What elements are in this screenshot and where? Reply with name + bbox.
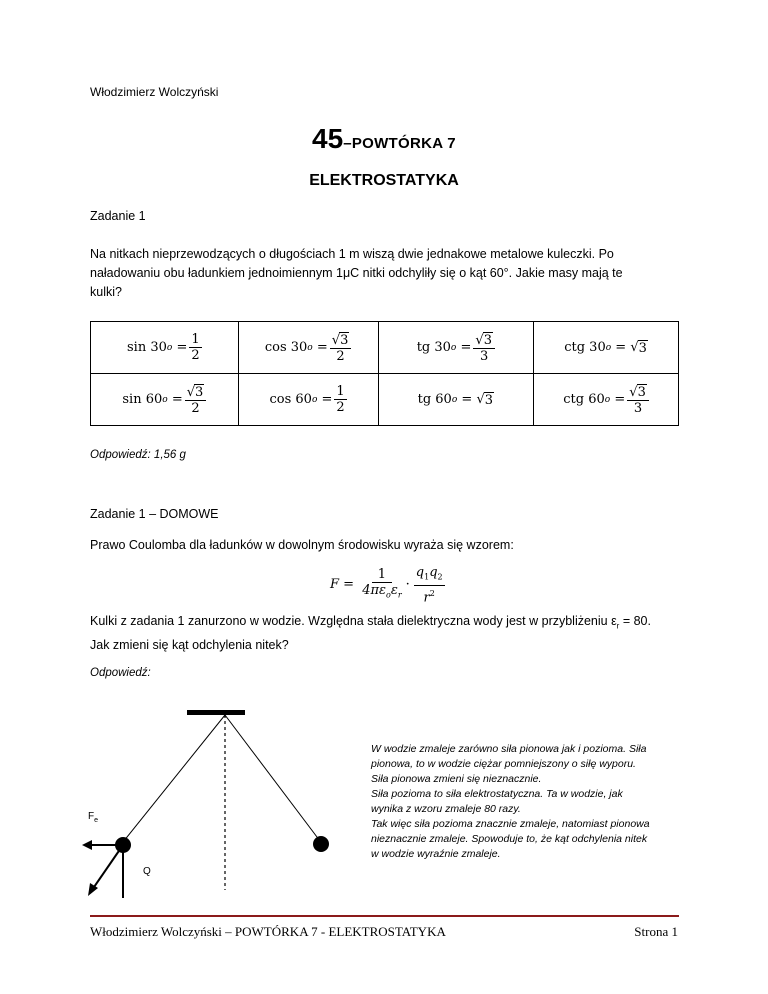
title-text: –POWTÓRKA 7 <box>343 135 456 152</box>
trig-table <box>90 321 679 426</box>
pendulum-diagram <box>70 700 370 900</box>
fe-label: $F_e$ <box>88 811 99 824</box>
trig-cell-cos30: cos 30 o = $\frac{√3}{2}$ <box>238 322 378 374</box>
task1-text-line2: naładowaniu obu ładunkiem jednoimiennym 1μC nitki odchyliły się o kąt 60°. Jakie masy mają te <box>90 266 623 280</box>
page-title <box>0 123 768 155</box>
task1-home-heading: Zadanie 1 – DOMOWE <box>90 507 219 521</box>
task1-text-line3: kulki? <box>90 285 122 299</box>
section-title: ELEKTROSTATYKA <box>309 172 459 189</box>
ceiling-bar <box>187 710 245 715</box>
force-arrow-resultant <box>92 845 123 890</box>
trig-cell-tg30: tg 30 o = $\frac{√3}{3}$ <box>378 322 534 374</box>
trig-cell-ctg60: ctg 60 o = $\frac{√3}{3}$ <box>534 374 679 426</box>
coulomb-intro: Prawo Coulomba dla ładunków w dowolnym środowisku wyraża się wzorem: <box>90 538 514 552</box>
task1-text-line1: Na nitkach nieprzewodzących o długościach 1 m wiszą dwie jednakowe metalowe kuleczki. Po <box>90 247 614 261</box>
force-arrow-fe-head <box>82 840 92 850</box>
footer-divider <box>90 915 679 917</box>
trig-cell-ctg30: ctg 30 o = √ 3 <box>534 322 679 374</box>
task1-home-text <box>90 612 690 655</box>
task1-home-text-line1: Kulki z zadania 1 zanurzono w wodzie. Względna stała dielektryczna wody jest w przybliżeniu $\varepsilon_r = 80$. <box>90 614 651 631</box>
right-thread <box>225 715 320 841</box>
explanation-note <box>371 742 656 862</box>
note-line1: W wodzie zmaleje zarówno siła pionowa jak i pozioma. Siła pionowa, to w wodzie ciężar pomniejszony o siłę wyporu. Siła pionowa zmieni się nieznacznie. <box>371 743 647 785</box>
trig-cell-sin30: sin 30 o = $\frac{1}{2}$ <box>91 322 239 374</box>
trig-cell-tg60: tg 60 o = √ 3 <box>378 374 534 426</box>
note-line2: Siła pozioma to siła elektrostatyczna. Ta w wodzie, jak wynika z wzoru zmaleje 80 razy. <box>371 788 623 815</box>
coulomb-formula: F = $\frac{1}{4\pi\varepsilon_o\varepsilon_r}$ · $\frac{q_1q_2}{r^2}$ <box>330 565 443 605</box>
task1-home-text-line2: Jak zmieni się kąt odchylenia nitek? <box>90 637 289 652</box>
right-ball <box>313 836 329 852</box>
task1-heading: Zadanie 1 <box>90 209 146 223</box>
task1-answer: Odpowiedź: 1,56 g <box>90 449 186 461</box>
footer-left: Włodzimierz Wolczyński – POWTÓRKA 7 - ELEKTROSTATYKA <box>90 924 446 939</box>
trig-cell-cos60: cos 60 o = $\frac{1}{2}$ <box>238 374 378 426</box>
q-label: Q <box>143 866 151 877</box>
author-name: Włodzimierz Wolczyński <box>90 85 219 99</box>
trig-cell-sin60: sin 60 o = $\frac{√3}{2}$ <box>91 374 239 426</box>
task1-text <box>90 245 690 302</box>
task1-home-answer-label: Odpowiedź: <box>90 667 151 679</box>
note-line3: Tak więc siła pozioma znacznie zmaleje, natomiast pionowa nieznacznie zmaleje. Spowoduje to, że kąt odchylenia nitek w wodzie wyraźnie zmaleje. <box>371 818 650 860</box>
left-thread <box>123 715 225 842</box>
title-number: 45 <box>312 123 344 154</box>
footer-page-number: Strona 1 <box>634 924 678 939</box>
